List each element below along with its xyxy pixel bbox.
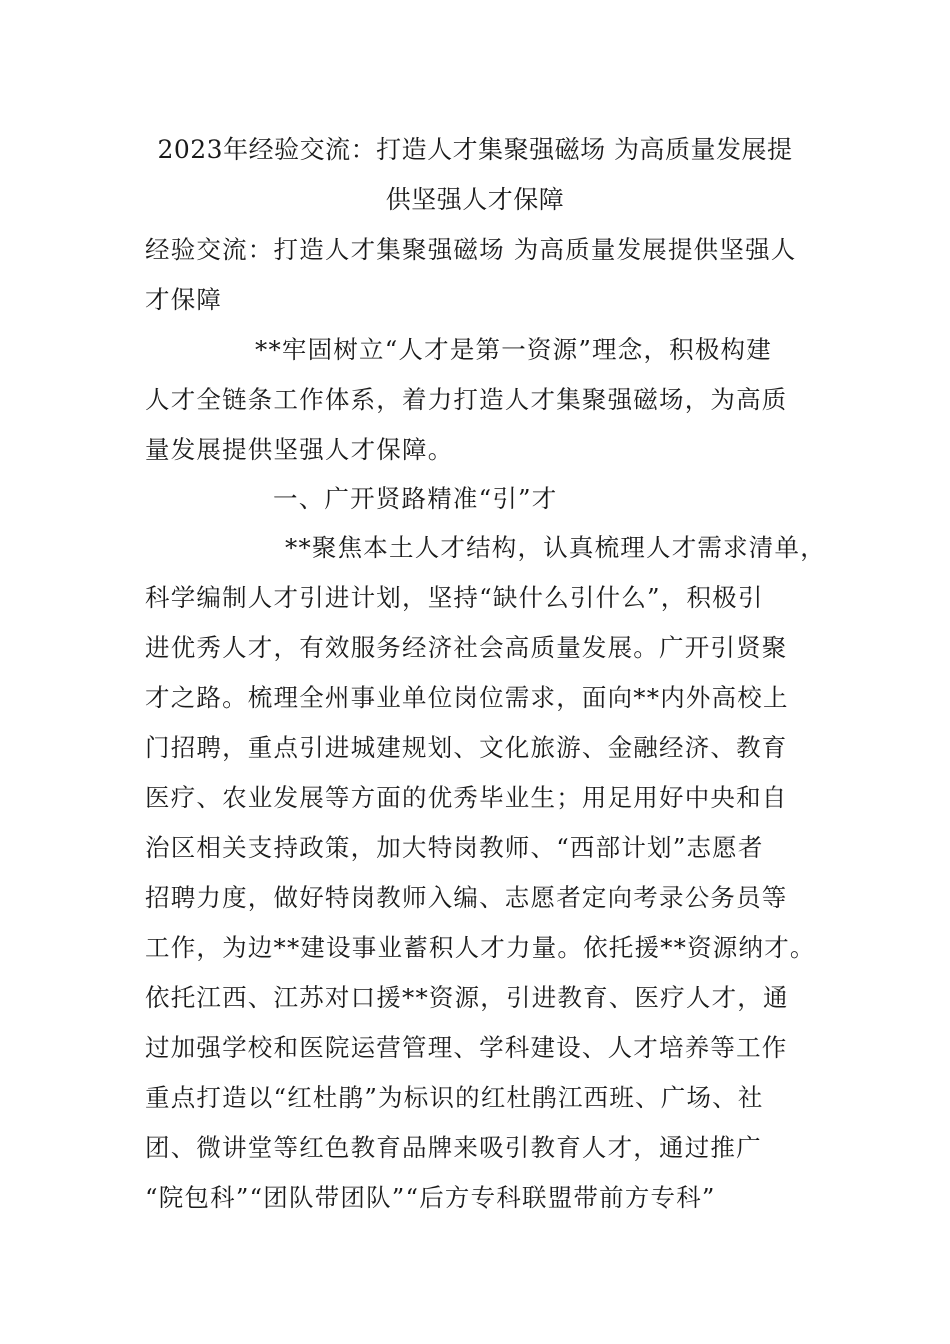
title-line: 供坚强人才保障: [385, 185, 565, 214]
paragraph-line: 量发展提供坚强人才保障。: [145, 435, 454, 464]
paragraph-line: 团、微讲堂等红色教育品牌来吸引教育人才，通过推广: [145, 1133, 762, 1162]
subtitle-line: 才保障: [145, 285, 223, 314]
subtitle-line: 经验交流：打造人才集聚强磁场 为高质量发展提供坚强人: [145, 235, 797, 264]
document-body: [145, 125, 826, 1223]
paragraph-line: “院包科”“团队带团队”“后方专科联盟带前方专科”: [145, 1183, 716, 1212]
paragraph-line: 治区相关支持政策，加大特岗教师、“西部计划”志愿者: [145, 833, 764, 862]
document-subtitle: [145, 225, 810, 325]
section-heading: 一、广开贤路精准“引”才: [273, 484, 558, 513]
document-title: [125, 125, 825, 225]
paragraph-line: 进优秀人才，有效服务经济社会高质量发展。广开引贤聚: [145, 633, 788, 662]
paragraph-line: 科学编制人才引进计划，坚持“缺什么引什么”，积极引: [145, 583, 764, 612]
title-line: 2023年经验交流：打造人才集聚强磁场 为高质量发展提: [157, 135, 793, 164]
paragraph-line: 人才全链条工作体系，着力打造人才集聚强磁场，为高质: [145, 385, 788, 414]
paragraph-line: 重点打造以“红杜鹃”为标识的红杜鹃江西班、广场、社: [145, 1083, 764, 1112]
paragraph-line: **聚焦本土人才结构，认真梳理人才需求清单，: [285, 533, 826, 562]
paragraph-line: 招聘力度，做好特岗教师入编、志愿者定向考录公务员等: [145, 883, 788, 912]
paragraph-line: 过加强学校和医院运营管理、学科建设、人才培养等工作: [145, 1033, 788, 1062]
paragraph-line: 依托江西、江苏对口援**资源，引进教育、医疗人才，通: [145, 983, 789, 1012]
paragraph-line: 门招聘，重点引进城建规划、文化旅游、金融经济、教育: [145, 733, 788, 762]
intro-paragraph: [145, 325, 810, 475]
paragraph-line: 才之路。梳理全州事业单位岗位需求，面向**内外高校上: [145, 683, 789, 712]
section-1-paragraph: [145, 523, 826, 1223]
paragraph-line: **牢固树立“人才是第一资源”理念，积极构建: [255, 335, 772, 364]
paragraph-line: 医疗、农业发展等方面的优秀毕业生；用足用好中央和自: [145, 783, 788, 812]
paragraph-line: 工作，为边**建设事业蓄积人才力量。依托援**资源纳才。: [145, 933, 816, 962]
